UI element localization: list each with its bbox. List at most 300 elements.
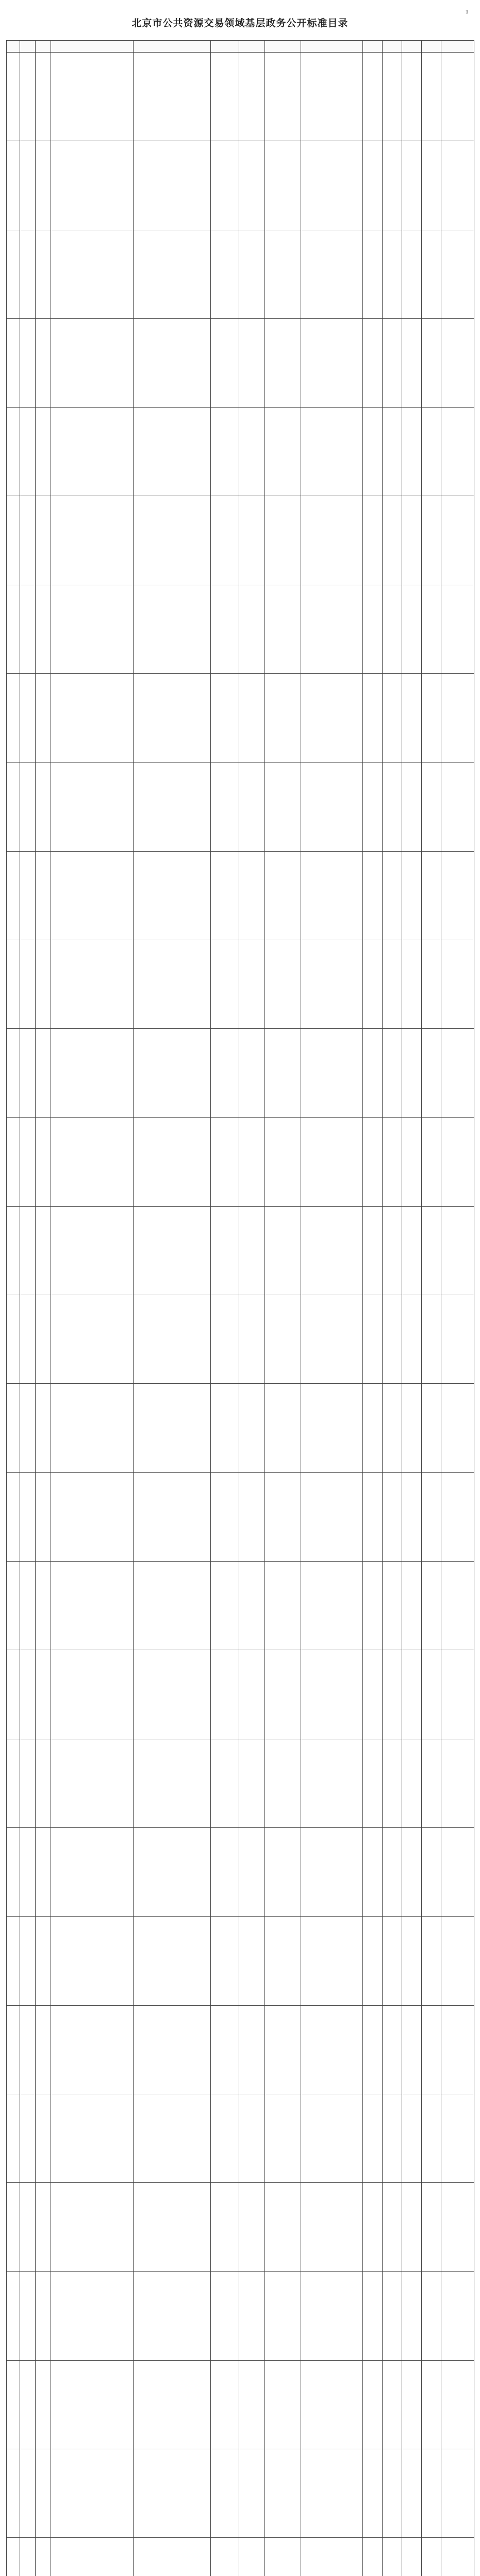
table-cell [363, 1384, 383, 1472]
table-cell [239, 496, 265, 585]
table-cell [51, 1295, 134, 1384]
table-cell [211, 1472, 239, 1561]
column-header [51, 41, 134, 53]
table-row [7, 674, 474, 762]
table-cell [134, 1739, 211, 1827]
table-cell [20, 141, 36, 230]
table-cell [402, 940, 422, 1028]
table-cell [51, 2094, 134, 2182]
table-cell [20, 762, 36, 851]
table-cell [363, 2005, 383, 2094]
table-cell [36, 408, 51, 496]
table-cell [301, 674, 363, 762]
table-cell [134, 674, 211, 762]
table-cell [301, 762, 363, 851]
table-row [7, 851, 474, 940]
table-cell [441, 2005, 474, 2094]
table-cell [36, 674, 51, 762]
table-cell [441, 1472, 474, 1561]
table-cell [441, 2538, 474, 2576]
table-cell [441, 1917, 474, 2005]
catalog-table-wrapper [6, 40, 474, 2576]
table-cell [402, 318, 422, 407]
table-cell [422, 940, 441, 1028]
table-cell [422, 496, 441, 585]
table-cell [51, 1827, 134, 1916]
table-cell [265, 1029, 301, 1117]
table-cell [20, 1206, 36, 1295]
table-cell [265, 1295, 301, 1384]
table-row [7, 1295, 474, 1384]
table-cell [7, 762, 20, 851]
table-cell [422, 2360, 441, 2449]
table-cell [134, 2183, 211, 2272]
table-cell [36, 1206, 51, 1295]
table-cell [36, 2094, 51, 2182]
table-cell [134, 496, 211, 585]
table-cell [402, 2005, 422, 2094]
table-cell [36, 585, 51, 673]
table-cell [7, 2183, 20, 2272]
table-cell [20, 2449, 36, 2538]
table-cell [211, 1827, 239, 1916]
table-cell [7, 851, 20, 940]
table-cell [265, 851, 301, 940]
table-cell [383, 674, 402, 762]
table-row [7, 2272, 474, 2360]
table-cell [402, 230, 422, 318]
table-cell [402, 1562, 422, 1650]
table-header-row [7, 41, 474, 53]
table-cell [265, 1117, 301, 1206]
table-cell [239, 53, 265, 141]
table-cell [134, 2094, 211, 2182]
table-cell [211, 1739, 239, 1827]
table-cell [383, 408, 402, 496]
table-cell [7, 318, 20, 407]
table-row [7, 2005, 474, 2094]
table-cell [7, 1650, 20, 1739]
table-cell [51, 585, 134, 673]
table-cell [422, 851, 441, 940]
table-cell [239, 141, 265, 230]
table-cell [7, 53, 20, 141]
column-header [134, 41, 211, 53]
table-cell [239, 2538, 265, 2576]
column-header [239, 41, 265, 53]
table-cell [20, 1827, 36, 1916]
table-cell [36, 2272, 51, 2360]
table-cell [402, 1917, 422, 2005]
table-cell [7, 230, 20, 318]
table-cell [7, 1827, 20, 1916]
table-cell [211, 1117, 239, 1206]
table-cell [7, 1472, 20, 1561]
table-cell [20, 1562, 36, 1650]
table-cell [51, 318, 134, 407]
table-cell [211, 1562, 239, 1650]
table-cell [422, 1206, 441, 1295]
table-cell [211, 1206, 239, 1295]
table-cell [239, 1472, 265, 1561]
table-cell [402, 2183, 422, 2272]
table-cell [211, 2183, 239, 2272]
table-cell [441, 2360, 474, 2449]
table-cell [383, 1739, 402, 1827]
table-cell [36, 851, 51, 940]
table-cell [441, 1384, 474, 1472]
table-cell [402, 851, 422, 940]
table-cell [211, 762, 239, 851]
table-cell [402, 1029, 422, 1117]
table-cell [20, 585, 36, 673]
table-cell [7, 1029, 20, 1117]
table-cell [51, 2272, 134, 2360]
table-cell [7, 141, 20, 230]
table-cell [265, 585, 301, 673]
table-cell [239, 1295, 265, 1384]
table-cell [402, 1650, 422, 1739]
table-cell [422, 1917, 441, 2005]
table-cell [51, 2360, 134, 2449]
table-cell [51, 2538, 134, 2576]
table-cell [363, 1562, 383, 1650]
table-cell [383, 1206, 402, 1295]
table-cell [51, 674, 134, 762]
table-cell [402, 496, 422, 585]
table-cell [51, 496, 134, 585]
table-cell [36, 1650, 51, 1739]
table-cell [383, 1029, 402, 1117]
table-cell [36, 1917, 51, 2005]
table-cell [211, 2449, 239, 2538]
table-cell [36, 1384, 51, 1472]
table-cell [441, 141, 474, 230]
table-cell [20, 2360, 36, 2449]
table-cell [422, 141, 441, 230]
table-cell [239, 2183, 265, 2272]
table-cell [383, 1827, 402, 1916]
table-cell [7, 2538, 20, 2576]
table-cell [134, 851, 211, 940]
table-cell [211, 318, 239, 407]
table-cell [265, 141, 301, 230]
table-cell [20, 230, 36, 318]
table-cell [441, 2183, 474, 2272]
table-cell [301, 1562, 363, 1650]
table-cell [239, 1650, 265, 1739]
table-cell [239, 2272, 265, 2360]
table-cell [211, 2360, 239, 2449]
table-cell [383, 2449, 402, 2538]
table-cell [265, 2360, 301, 2449]
table-row [7, 1917, 474, 2005]
table-cell [265, 1917, 301, 2005]
table-cell [7, 1295, 20, 1384]
table-cell [239, 1917, 265, 2005]
table-cell [7, 1739, 20, 1827]
table-cell [211, 141, 239, 230]
table-row [7, 408, 474, 496]
table-cell [20, 2538, 36, 2576]
table-cell [51, 230, 134, 318]
table-cell [134, 1827, 211, 1916]
table-cell [363, 1917, 383, 2005]
table-cell [441, 1029, 474, 1117]
table-cell [265, 1562, 301, 1650]
table-cell [441, 1295, 474, 1384]
table-cell [441, 851, 474, 940]
table-cell [383, 2538, 402, 2576]
table-cell [402, 1384, 422, 1472]
table-cell [402, 1206, 422, 1295]
table-cell [265, 1206, 301, 1295]
table-cell [301, 1295, 363, 1384]
table-row [7, 1206, 474, 1295]
table-cell [36, 2005, 51, 2094]
table-cell [51, 1562, 134, 1650]
table-cell [301, 2094, 363, 2182]
table-cell [383, 2005, 402, 2094]
table-cell [20, 1650, 36, 1739]
table-cell [422, 1029, 441, 1117]
table-cell [36, 1739, 51, 1827]
table-cell [402, 1739, 422, 1827]
table-cell [402, 2272, 422, 2360]
table-cell [301, 408, 363, 496]
table-cell [7, 1562, 20, 1650]
table-cell [265, 762, 301, 851]
table-cell [383, 318, 402, 407]
column-header [301, 41, 363, 53]
table-cell [363, 674, 383, 762]
table-cell [441, 674, 474, 762]
table-cell [265, 408, 301, 496]
table-cell [20, 1117, 36, 1206]
table-cell [36, 1827, 51, 1916]
catalog-table [6, 40, 474, 2576]
column-header [402, 41, 422, 53]
column-header [363, 41, 383, 53]
table-cell [422, 1739, 441, 1827]
table-cell [383, 53, 402, 141]
table-cell [134, 2272, 211, 2360]
table-cell [265, 2272, 301, 2360]
column-header [441, 41, 474, 53]
table-cell [51, 1917, 134, 2005]
table-cell [402, 1295, 422, 1384]
table-cell [211, 1650, 239, 1739]
table-cell [422, 674, 441, 762]
table-cell [402, 2449, 422, 2538]
table-row [7, 2094, 474, 2182]
table-cell [265, 2183, 301, 2272]
table-cell [402, 2094, 422, 2182]
table-cell [134, 408, 211, 496]
table-cell [7, 1206, 20, 1295]
table-cell [211, 2005, 239, 2094]
table-cell [211, 2094, 239, 2182]
table-cell [51, 53, 134, 141]
table-row [7, 940, 474, 1028]
table-cell [134, 2538, 211, 2576]
table-cell [134, 1117, 211, 1206]
table-cell [441, 1117, 474, 1206]
table-cell [239, 2005, 265, 2094]
table-cell [363, 318, 383, 407]
table-cell [422, 2005, 441, 2094]
table-cell [441, 230, 474, 318]
table-cell [383, 851, 402, 940]
table-cell [239, 585, 265, 673]
column-header [211, 41, 239, 53]
table-cell [422, 318, 441, 407]
table-cell [383, 230, 402, 318]
table-cell [7, 1117, 20, 1206]
table-cell [51, 2183, 134, 2272]
table-row [7, 1650, 474, 1739]
column-header [265, 41, 301, 53]
table-cell [134, 230, 211, 318]
column-header [7, 41, 20, 53]
table-cell [422, 2272, 441, 2360]
column-header [36, 41, 51, 53]
table-cell [239, 851, 265, 940]
table-cell [441, 585, 474, 673]
table-row [7, 1739, 474, 1827]
table-cell [301, 1206, 363, 1295]
table-cell [402, 408, 422, 496]
table-row [7, 141, 474, 230]
table-cell [441, 2272, 474, 2360]
table-cell [20, 1384, 36, 1472]
table-cell [383, 1650, 402, 1739]
table-row [7, 53, 474, 141]
table-cell [7, 585, 20, 673]
table-cell [7, 2272, 20, 2360]
table-cell [441, 496, 474, 585]
table-cell [402, 141, 422, 230]
table-cell [239, 1739, 265, 1827]
table-cell [301, 1917, 363, 2005]
table-cell [134, 1562, 211, 1650]
table-cell [211, 585, 239, 673]
table-cell [7, 1384, 20, 1472]
table-cell [363, 2272, 383, 2360]
table-cell [134, 762, 211, 851]
table-cell [36, 2360, 51, 2449]
table-cell [422, 585, 441, 673]
table-row [7, 2538, 474, 2576]
table-cell [301, 2449, 363, 2538]
table-cell [36, 940, 51, 1028]
table-row [7, 1562, 474, 1650]
table-row [7, 230, 474, 318]
table-cell [211, 1295, 239, 1384]
table-cell [239, 318, 265, 407]
table-cell [301, 1029, 363, 1117]
table-cell [363, 2094, 383, 2182]
table-cell [301, 2183, 363, 2272]
table-cell [363, 585, 383, 673]
table-cell [36, 762, 51, 851]
table-cell [36, 2183, 51, 2272]
table-cell [36, 1472, 51, 1561]
table-cell [265, 940, 301, 1028]
table-cell [363, 1117, 383, 1206]
table-cell [441, 408, 474, 496]
table-cell [402, 1472, 422, 1561]
table-cell [51, 1384, 134, 1472]
table-row [7, 2449, 474, 2538]
table-cell [20, 1029, 36, 1117]
table-cell [301, 141, 363, 230]
table-cell [211, 1029, 239, 1117]
table-row [7, 762, 474, 851]
table-cell [301, 585, 363, 673]
table-cell [51, 1029, 134, 1117]
table-cell [265, 2449, 301, 2538]
table-cell [441, 940, 474, 1028]
table-cell [7, 2005, 20, 2094]
table-cell [441, 1206, 474, 1295]
table-cell [265, 674, 301, 762]
table-cell [422, 230, 441, 318]
table-cell [211, 851, 239, 940]
table-cell [211, 53, 239, 141]
table-cell [239, 2360, 265, 2449]
table-cell [363, 53, 383, 141]
table-cell [36, 2449, 51, 2538]
table-cell [7, 408, 20, 496]
column-header [383, 41, 402, 53]
table-cell [239, 1206, 265, 1295]
table-cell [301, 1472, 363, 1561]
table-cell [36, 318, 51, 407]
table-cell [265, 2538, 301, 2576]
table-cell [363, 1739, 383, 1827]
table-cell [239, 408, 265, 496]
table-cell [265, 496, 301, 585]
table-row [7, 1384, 474, 1472]
table-cell [51, 940, 134, 1028]
table-cell [134, 1472, 211, 1561]
table-row [7, 496, 474, 585]
table-cell [20, 674, 36, 762]
table-cell [301, 1384, 363, 1472]
table-cell [239, 762, 265, 851]
table-cell [211, 1384, 239, 1472]
table-cell [134, 1650, 211, 1739]
table-cell [383, 762, 402, 851]
table-cell [422, 1472, 441, 1561]
table-cell [51, 762, 134, 851]
table-cell [239, 1029, 265, 1117]
table-cell [211, 2538, 239, 2576]
table-cell [402, 1827, 422, 1916]
table-cell [422, 53, 441, 141]
table-row [7, 318, 474, 407]
table-cell [134, 2005, 211, 2094]
table-cell [363, 762, 383, 851]
table-cell [301, 53, 363, 141]
table-cell [211, 408, 239, 496]
table-row [7, 2360, 474, 2449]
table-cell [301, 2360, 363, 2449]
table-cell [422, 762, 441, 851]
table-cell [20, 2183, 36, 2272]
table-cell [134, 585, 211, 673]
